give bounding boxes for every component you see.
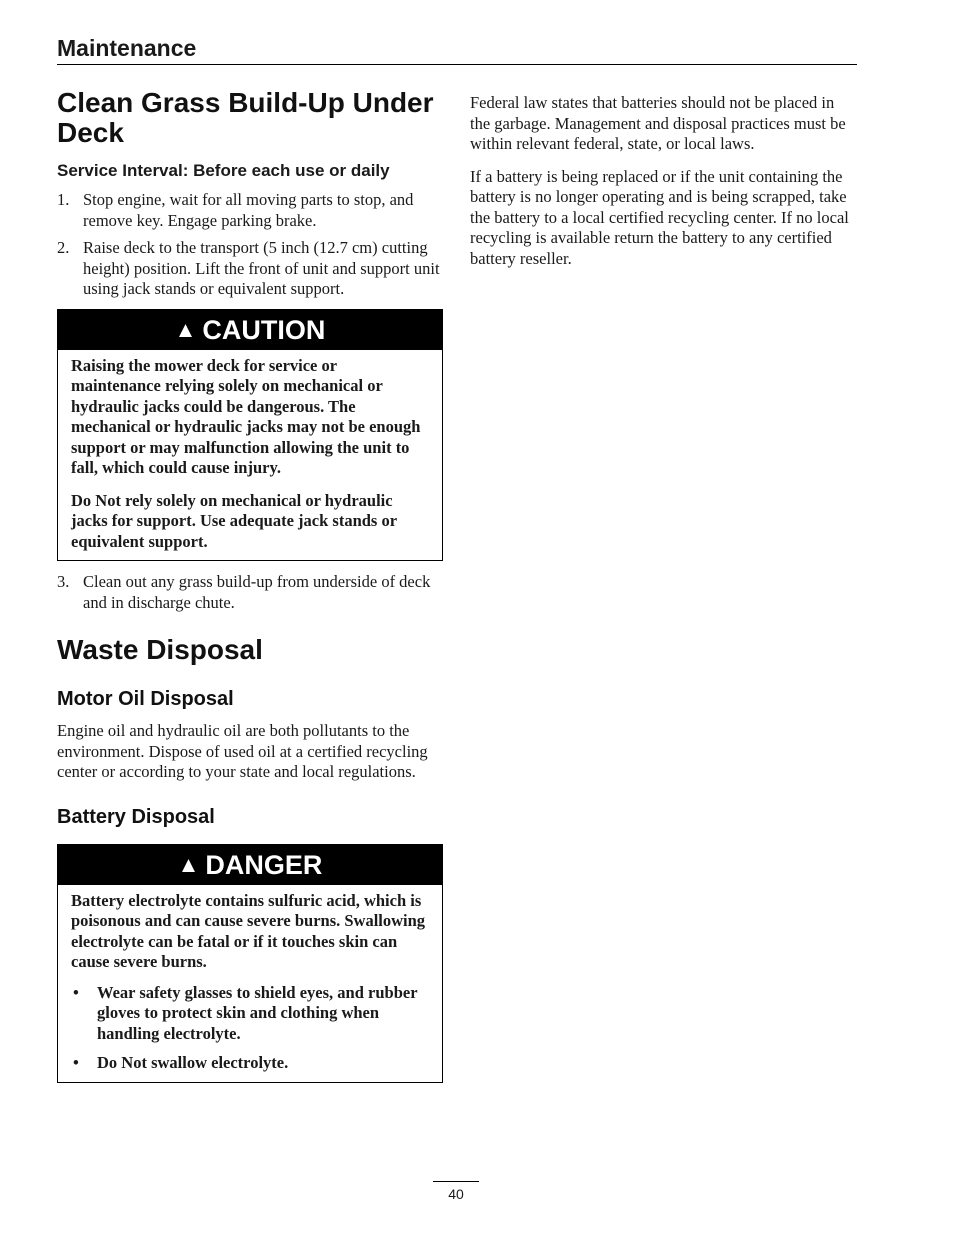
danger-body <box>58 885 442 1082</box>
danger-bullet-text: Do Not swallow electrolyte. <box>97 1053 289 1072</box>
caution-label: CAUTION <box>202 314 326 345</box>
step-text: Stop engine, wait for all moving parts to stop, and remove key. Engage parking brake. <box>83 190 414 230</box>
caution-box <box>57 309 443 562</box>
danger-bullet-list <box>71 983 430 1074</box>
warning-triangle-icon: ▲ <box>174 316 197 342</box>
left-column <box>57 88 443 1083</box>
step-text: Clean out any grass build-up from underside of deck and in discharge chute. <box>83 572 431 612</box>
step-item <box>57 190 443 231</box>
step-number: 1. <box>57 190 70 209</box>
motor-oil-text: Engine oil and hydraulic oil are both pollutants to the environment. Dispose of used oil at a certified recycling center or according to your state and local regulations. <box>57 721 428 781</box>
waste-disposal-title: Waste Disposal <box>57 634 263 665</box>
danger-bullet-text: Wear safety glasses to shield eyes, and rubber gloves to protect skin and clothing when handling electrolyte. <box>97 982 418 1043</box>
federal-law-text: Federal law states that batteries should not be placed in the garbage. Management and disposal practices must be within relevant federal, state, or local laws. <box>470 93 846 153</box>
page-number: 40 <box>433 1181 479 1202</box>
step-number: 2. <box>57 238 70 257</box>
caution-paragraph-1: Raising the mower deck for service or maintenance relying solely on mechanical or hydraulic jacks could be dangerous. The mechanical or hydraulic jacks may not be enough support or may malfunction allowing the unit to fall, which could cause injury. <box>71 355 421 477</box>
step-item <box>57 572 443 613</box>
step-text: Raise deck to the transport (5 inch (12.7 cm) cutting height) position. Lift the front of unit and support unit using jack stands or equivalent support. <box>83 238 440 298</box>
clean-grass-title-line1: Clean Grass Build-Up Under <box>57 87 434 118</box>
danger-box <box>57 844 443 1083</box>
caution-header <box>58 310 442 350</box>
caution-body <box>58 350 442 561</box>
danger-header <box>58 845 442 885</box>
caution-paragraph-2: Do Not rely solely on mechanical or hydraulic jacks for support. Use adequate jack stands or equivalent support. <box>71 490 397 551</box>
battery-title: Battery Disposal <box>57 805 215 828</box>
step-number: 3. <box>57 572 70 591</box>
danger-bullet-item <box>71 1053 430 1074</box>
battery-replace-text: If a battery is being replaced or if the unit containing the battery is no longer operating and is being scrapped, take the battery to a local certified recycling center. If no local recycling is available return the battery to any certified battery reseller. <box>470 166 849 268</box>
danger-label: DANGER <box>205 849 323 880</box>
service-interval: Service Interval: Before each use or daily <box>57 161 390 180</box>
motor-oil-title: Motor Oil Disposal <box>57 688 234 710</box>
section-header: Maintenance <box>57 34 857 65</box>
bullet-icon: • <box>73 1053 79 1072</box>
steps-list-a <box>57 190 443 300</box>
danger-paragraph: Battery electrolyte contains sulfuric acid, which is poisonous and can cause severe burns. Swallowing electrolyte can be fatal or if it touches skin can cause severe burns. <box>71 890 426 971</box>
clean-grass-title-line2: Deck <box>57 117 124 148</box>
danger-bullet-item <box>71 983 430 1045</box>
warning-triangle-icon: ▲ <box>177 851 200 877</box>
clean-grass-title <box>57 88 443 148</box>
step-item <box>57 238 443 300</box>
steps-list-b <box>57 572 443 613</box>
bullet-icon: • <box>73 982 79 1002</box>
right-column <box>470 93 858 269</box>
